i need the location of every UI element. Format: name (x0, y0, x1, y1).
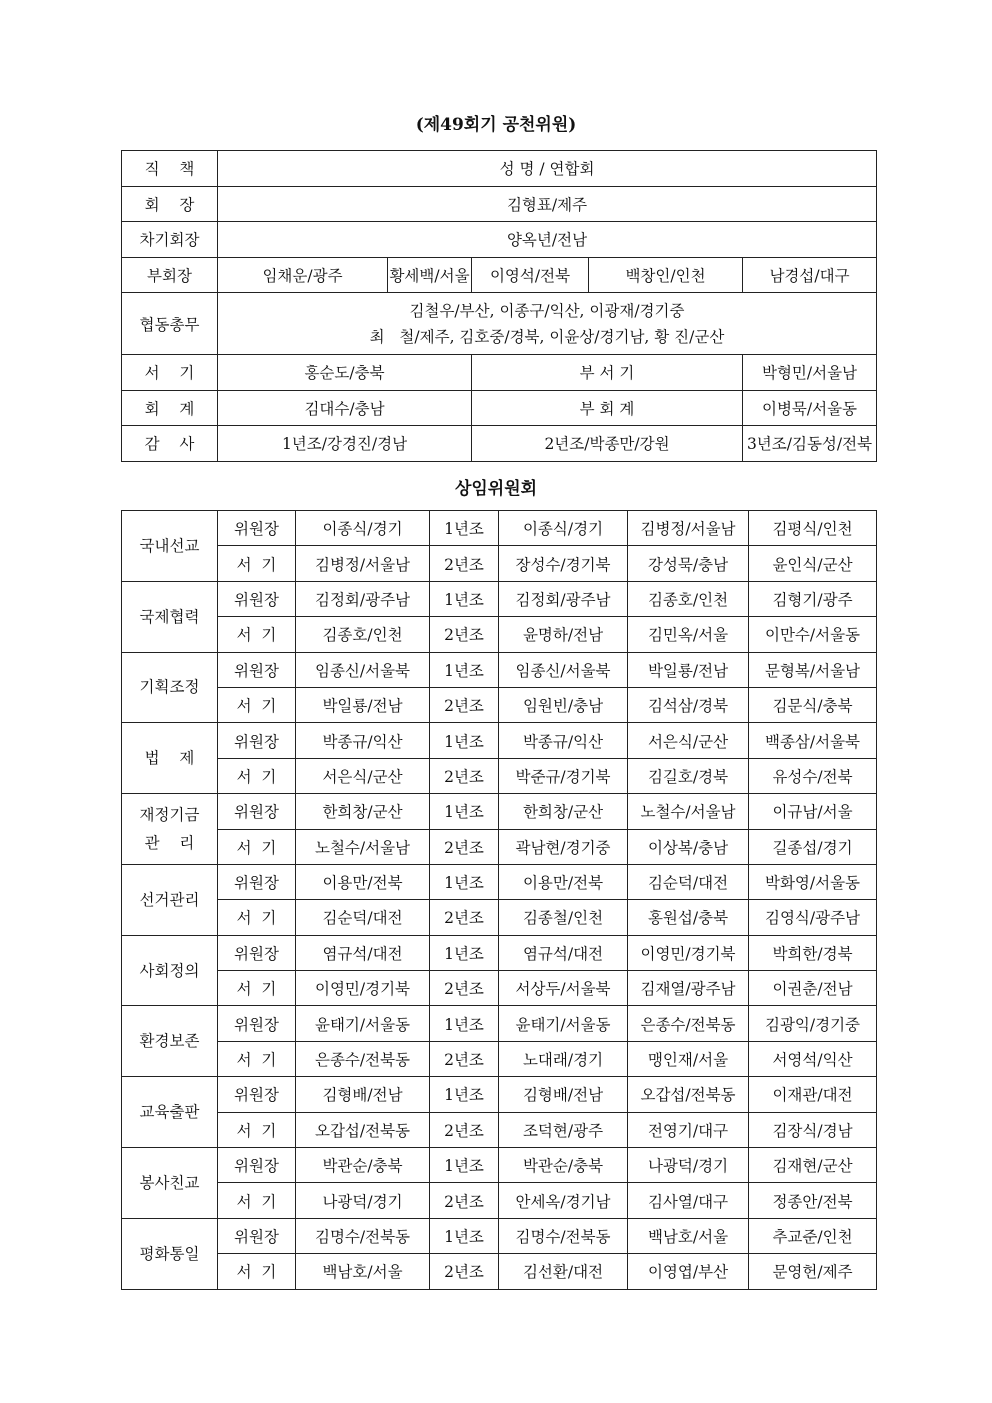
committee-member: 임원빈/충남 (499, 687, 628, 722)
committee-lead: 한희창/군산 (296, 794, 430, 829)
committee-row (122, 1006, 877, 1041)
committee-member: 김길호/경북 (628, 758, 749, 793)
committee-lead: 나광덕/경기 (296, 1183, 430, 1218)
committee-role: 위원장 (218, 723, 296, 758)
committee-row (122, 723, 877, 758)
committee-role: 위원장 (218, 581, 296, 616)
committee-term: 2년조 (430, 900, 499, 935)
committee-member: 안세옥/경기남 (499, 1183, 628, 1218)
committee-member: 염규석/대전 (499, 935, 628, 970)
committee-member: 박준규/경기북 (499, 758, 628, 793)
committee-role: 위원장 (218, 652, 296, 687)
name-cell: 이병묵/서울동 (743, 390, 877, 426)
committee-member: 은종수/전북동 (628, 1006, 749, 1041)
auditor-row (122, 426, 877, 462)
committee-member: 이권춘/전남 (749, 971, 877, 1006)
standing-committee-title: 상임위원회 (454, 479, 538, 499)
committee-member: 윤인식/군산 (749, 546, 877, 581)
committee-term: 2년조 (430, 829, 499, 864)
coop-general-row (122, 293, 877, 355)
committee-term: 1년조 (430, 511, 499, 546)
name-cell: 황세백/서울 (388, 257, 472, 293)
committee-role: 서 기 (218, 829, 296, 864)
committee-lead: 이용만/전북 (296, 864, 430, 899)
committee-member: 김광익/경기중 (749, 1006, 877, 1041)
committee-member: 임종신/서울북 (499, 652, 628, 687)
committee-role: 서 기 (218, 617, 296, 652)
committee-member: 백종삼/서울북 (749, 723, 877, 758)
committee-row (122, 1112, 877, 1147)
committee-row (122, 758, 877, 793)
committee-member: 서영석/익산 (749, 1041, 877, 1076)
role-cell: 부회장 (122, 257, 218, 293)
standing-committee-table (121, 510, 877, 1290)
committee-name: 교육출판 (122, 1077, 218, 1148)
committee-name: 국제협력 (122, 581, 218, 652)
committee-role: 서 기 (218, 1254, 296, 1289)
role-cell: 직 책 (122, 151, 218, 187)
committee-lead: 백남호/서울 (296, 1254, 430, 1289)
name-cell: 박형민/서울남 (743, 355, 877, 391)
committee-name: 선거관리 (122, 864, 218, 935)
committee-member: 윤태기/서울동 (499, 1006, 628, 1041)
committee-member: 장성수/경기북 (499, 546, 628, 581)
committee-member: 전영기/대구 (628, 1112, 749, 1147)
committee-name: 법 제 (122, 723, 218, 794)
committee-term: 2년조 (430, 1183, 499, 1218)
role-cell: 협동총무 (122, 293, 218, 355)
committee-lead: 임종신/서울북 (296, 652, 430, 687)
committee-term: 2년조 (430, 1112, 499, 1147)
committee-role: 위원장 (218, 1148, 296, 1183)
committee-member: 박관순/충북 (499, 1148, 628, 1183)
committee-role: 위원장 (218, 794, 296, 829)
committee-lead: 박일룡/전남 (296, 687, 430, 722)
president-row (122, 186, 877, 222)
name-cell: 김대수/충남 (218, 390, 472, 426)
committee-member: 김순덕/대전 (628, 864, 749, 899)
names-line: 최 철/제주, 김호중/경북, 이윤상/경기남, 황 진/군산 (369, 327, 725, 346)
committee-member: 박일룡/전남 (628, 652, 749, 687)
committee-member: 이영민/경기북 (628, 935, 749, 970)
committee-lead: 김종호/인천 (296, 617, 430, 652)
committee-row (122, 511, 877, 546)
role-cell: 감 사 (122, 426, 218, 462)
committee-row (122, 1218, 877, 1253)
committee-member: 조덕현/광주 (499, 1112, 628, 1147)
committee-row (122, 900, 877, 935)
committee-lead: 은종수/전북동 (296, 1041, 430, 1076)
committee-member: 서은식/군산 (628, 723, 749, 758)
committee-row (122, 864, 877, 899)
role-cell: 서 기 (122, 355, 218, 391)
committee-member: 노철수/서울남 (628, 794, 749, 829)
name-cell: 임채운/광주 (218, 257, 388, 293)
committee-member: 강성묵/충남 (628, 546, 749, 581)
officers-table (121, 150, 877, 462)
committee-member: 정종안/전북 (749, 1183, 877, 1218)
sub-role-cell: 부 회 계 (472, 390, 743, 426)
committee-row (122, 1077, 877, 1112)
committee-name: 봉사친교 (122, 1148, 218, 1219)
committee-lead: 오갑섭/전북동 (296, 1112, 430, 1147)
committee-member: 김명수/전북동 (499, 1218, 628, 1253)
committee-term: 1년조 (430, 935, 499, 970)
committee-member: 김병정/서울남 (628, 511, 749, 546)
committee-body (122, 511, 877, 1290)
committee-term: 2년조 (430, 758, 499, 793)
committee-row (122, 971, 877, 1006)
committee-term: 1년조 (430, 581, 499, 616)
committee-term: 2년조 (430, 971, 499, 1006)
committee-term: 1년조 (430, 1218, 499, 1253)
committee-role: 서 기 (218, 546, 296, 581)
committee-member: 이만수/서울동 (749, 617, 877, 652)
committee-row (122, 794, 877, 829)
next-president-row (122, 222, 877, 258)
name-cell: 2년조/박종만/강원 (472, 426, 743, 462)
committee-member: 이종식/경기 (499, 511, 628, 546)
committee-member: 곽남현/경기중 (499, 829, 628, 864)
committee-row (122, 617, 877, 652)
committee-lead: 노철수/서울남 (296, 829, 430, 864)
committee-member: 홍원섭/충북 (628, 900, 749, 935)
committee-term: 1년조 (430, 1148, 499, 1183)
document-title: (제49회기 공천위원) (415, 115, 577, 135)
committee-member: 노대래/경기 (499, 1041, 628, 1076)
committee-member: 김종철/인천 (499, 900, 628, 935)
committee-lead: 박종규/익산 (296, 723, 430, 758)
committee-member: 이상복/충남 (628, 829, 749, 864)
committee-lead: 김정회/광주남 (296, 581, 430, 616)
committee-lead: 이종식/경기 (296, 511, 430, 546)
committee-member: 박화영/서울동 (749, 864, 877, 899)
role-cell: 차기회장 (122, 222, 218, 258)
committee-member: 김재열/광주남 (628, 971, 749, 1006)
committee-role: 서 기 (218, 971, 296, 1006)
committee-name: 사회정의 (122, 935, 218, 1006)
committee-member: 나광덕/경기 (628, 1148, 749, 1183)
committee-member: 이영엽/부산 (628, 1254, 749, 1289)
committee-member: 김형배/전남 (499, 1077, 628, 1112)
committee-role: 서 기 (218, 1183, 296, 1218)
committee-term: 1년조 (430, 794, 499, 829)
secretary-row (122, 355, 877, 391)
vice-president-row (122, 257, 877, 293)
committee-name: 기획조정 (122, 652, 218, 723)
treasurer-row (122, 390, 877, 426)
header-row (122, 151, 877, 187)
committee-term: 2년조 (430, 687, 499, 722)
committee-member: 박희한/경북 (749, 935, 877, 970)
committee-member: 이재관/대전 (749, 1077, 877, 1112)
committee-member: 김형기/광주 (749, 581, 877, 616)
committee-lead: 서은식/군산 (296, 758, 430, 793)
committee-member: 김정회/광주남 (499, 581, 628, 616)
name-cell: 홍순도/충북 (218, 355, 472, 391)
committee-member: 김민옥/서울 (628, 617, 749, 652)
committee-name: 평화통일 (122, 1218, 218, 1289)
name-cell: 3년조/김동성/전북 (743, 426, 877, 462)
committee-row (122, 652, 877, 687)
committee-lead: 김병정/서울남 (296, 546, 430, 581)
name-cell: 남경섭/대구 (743, 257, 877, 293)
value-cell: 양옥년/전남 (218, 222, 877, 258)
committee-term: 2년조 (430, 1254, 499, 1289)
names-cell (218, 293, 877, 355)
committee-member: 김선환/대전 (499, 1254, 628, 1289)
committee-member: 윤명하/전남 (499, 617, 628, 652)
committee-member: 김석삼/경북 (628, 687, 749, 722)
committee-row (122, 581, 877, 616)
committee-member: 문영헌/제주 (749, 1254, 877, 1289)
committee-role: 위원장 (218, 1218, 296, 1253)
committee-row (122, 546, 877, 581)
committee-member: 문형복/서울남 (749, 652, 877, 687)
committee-term: 1년조 (430, 723, 499, 758)
committee-term: 2년조 (430, 546, 499, 581)
committee-member: 이용만/전북 (499, 864, 628, 899)
committee-role: 위원장 (218, 511, 296, 546)
committee-lead: 김순덕/대전 (296, 900, 430, 935)
committee-name: 국내선교 (122, 511, 218, 582)
names-line: 김철우/부산, 이종구/익산, 이광재/경기중 (409, 301, 685, 320)
committee-name: 환경보존 (122, 1006, 218, 1077)
value-cell: 성 명 / 연합회 (218, 151, 877, 187)
committee-member: 추교준/인천 (749, 1218, 877, 1253)
committee-member: 서상두/서울북 (499, 971, 628, 1006)
committee-member: 김종호/인천 (628, 581, 749, 616)
committee-lead: 이영민/경기북 (296, 971, 430, 1006)
committee-member: 김장식/경남 (749, 1112, 877, 1147)
committee-row (122, 1148, 877, 1183)
value-cell: 김형표/제주 (218, 186, 877, 222)
committee-term: 1년조 (430, 1077, 499, 1112)
committee-role: 서 기 (218, 758, 296, 793)
committee-row (122, 1183, 877, 1218)
committee-term: 1년조 (430, 652, 499, 687)
committee-lead: 김명수/전북동 (296, 1218, 430, 1253)
committee-member: 오갑섭/전북동 (628, 1077, 749, 1112)
committee-member: 김문식/충북 (749, 687, 877, 722)
committee-member: 김사열/대구 (628, 1183, 749, 1218)
committee-role: 위원장 (218, 935, 296, 970)
committee-member: 길종섭/경기 (749, 829, 877, 864)
committee-term: 1년조 (430, 864, 499, 899)
committee-lead: 윤태기/서울동 (296, 1006, 430, 1041)
committee-member: 한희창/군산 (499, 794, 628, 829)
committee-term: 2년조 (430, 617, 499, 652)
role-cell: 회 계 (122, 390, 218, 426)
committee-row (122, 1041, 877, 1076)
committee-row (122, 687, 877, 722)
committee-member: 백남호/서울 (628, 1218, 749, 1253)
committee-member: 김평식/인천 (749, 511, 877, 546)
committee-member: 김재현/군산 (749, 1148, 877, 1183)
committee-role: 서 기 (218, 900, 296, 935)
committee-row (122, 935, 877, 970)
role-cell: 회 장 (122, 186, 218, 222)
committee-lead: 김형배/전남 (296, 1077, 430, 1112)
committee-term: 2년조 (430, 1041, 499, 1076)
committee-term: 1년조 (430, 1006, 499, 1041)
committee-role: 위원장 (218, 1077, 296, 1112)
name-cell: 이영석/전북 (472, 257, 589, 293)
committee-row (122, 829, 877, 864)
committee-member: 김영식/광주남 (749, 900, 877, 935)
committee-role: 위원장 (218, 864, 296, 899)
committee-role: 서 기 (218, 1041, 296, 1076)
name-cell: 백창인/인천 (589, 257, 743, 293)
committee-role: 서 기 (218, 1112, 296, 1147)
committee-member: 맹인재/서울 (628, 1041, 749, 1076)
name-cell: 1년조/강경진/경남 (218, 426, 472, 462)
committee-member: 박종규/익산 (499, 723, 628, 758)
committee-role: 위원장 (218, 1006, 296, 1041)
committee-member: 이규남/서울 (749, 794, 877, 829)
committee-member: 유성수/전북 (749, 758, 877, 793)
committee-lead: 염규석/대전 (296, 935, 430, 970)
committee-row (122, 1254, 877, 1289)
committee-lead: 박관순/충북 (296, 1148, 430, 1183)
committee-role: 서 기 (218, 687, 296, 722)
sub-role-cell: 부 서 기 (472, 355, 743, 391)
committee-name: 재정기금 관 리 (122, 794, 218, 865)
